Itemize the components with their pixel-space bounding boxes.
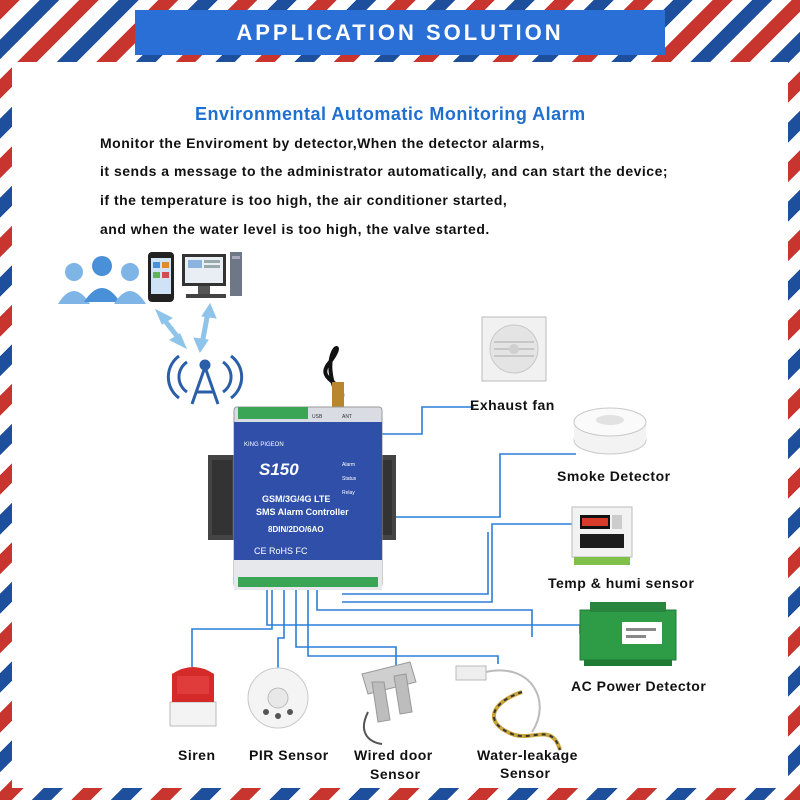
water-sensor-label-2: Sensor <box>500 765 551 781</box>
content-panel <box>12 62 788 788</box>
controller-brand: KING PIGEON <box>244 442 284 448</box>
controller-line-3: 8DIN/2DO/6AO <box>268 525 324 534</box>
port-ant-label: ANT <box>342 414 352 420</box>
banner-title: APPLICATION SOLUTION <box>135 10 665 55</box>
temp-humidity-sensor-icon <box>572 507 632 565</box>
users-icon <box>58 256 146 304</box>
wired-door-sensor-icon <box>362 662 416 744</box>
description-line-2: it sends a message to the administrator automatically, and can start the device; <box>100 163 669 179</box>
smoke-detector-icon <box>574 408 646 454</box>
smartphone-icon <box>148 252 174 302</box>
computer-icon <box>182 252 242 298</box>
controller-line-1: GSM/3G/4G LTE <box>262 494 331 504</box>
led-alarm-label: Alarm <box>342 462 356 468</box>
ac-power-detector-label: AC Power Detector <box>571 678 707 694</box>
port-usb-label: USB <box>312 414 323 420</box>
description-line-1: Monitor the Enviroment by detector,When the detector alarms, <box>100 135 545 151</box>
smoke-detector-label: Smoke Detector <box>557 468 671 484</box>
description-line-4: and when the water level is too high, the valve started. <box>100 221 490 237</box>
door-sensor-label-1: Wired door <box>354 747 433 763</box>
exhaust-fan-label: Exhaust fan <box>470 397 555 413</box>
description-line-3: if the temperature is too high, the air conditioner started, <box>100 192 508 208</box>
controller-model: S150 <box>259 460 299 479</box>
door-sensor-label-2: Sensor <box>370 766 421 782</box>
led-relay-label: Relay <box>342 490 355 496</box>
temp-sensor-label: Temp & humi sensor <box>548 575 695 591</box>
arrows-icon <box>156 304 216 352</box>
exhaust-fan-icon <box>482 317 546 381</box>
controller-certs: CE RoHS FC <box>254 546 308 556</box>
water-sensor-label-1: Water-leakage <box>477 747 578 763</box>
water-leakage-sensor-icon <box>456 666 560 750</box>
banner <box>0 0 800 60</box>
cell-tower-icon <box>168 356 241 404</box>
siren-label: Siren <box>178 747 216 763</box>
ac-power-detector-icon <box>580 602 676 666</box>
siren-icon <box>170 667 216 726</box>
headline: Environmental Automatic Monitoring Alarm <box>195 104 586 124</box>
pir-sensor-label: PIR Sensor <box>249 747 329 763</box>
pir-sensor-icon <box>248 668 308 728</box>
led-status-label: Status <box>342 476 357 482</box>
controller-line-2: SMS Alarm Controller <box>256 507 349 517</box>
